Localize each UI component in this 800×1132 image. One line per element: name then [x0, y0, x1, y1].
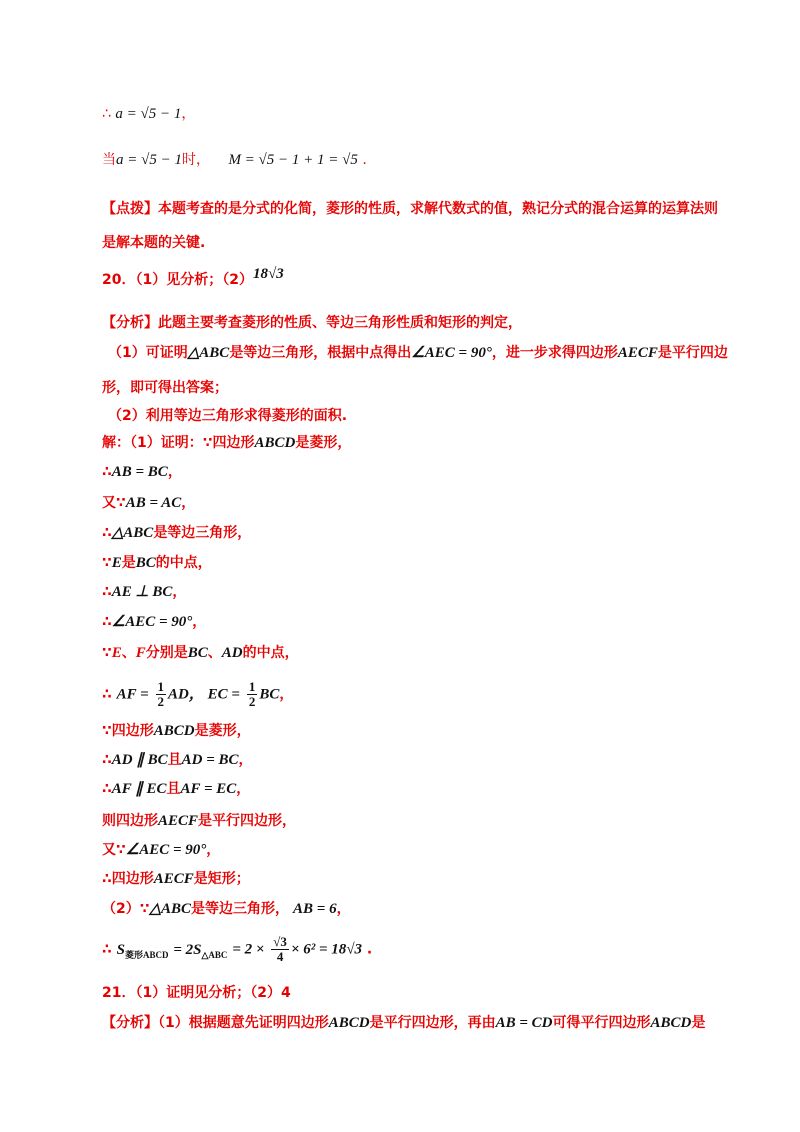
text-line [102, 721, 251, 741]
math-expression: AF ∥ EC [111, 781, 167, 797]
math-expression: BC [135, 555, 156, 571]
text-line [108, 406, 347, 426]
fraction [247, 680, 258, 709]
math-expression: AECF [158, 813, 199, 829]
punctuation: . [366, 941, 373, 958]
math-expression: a = √5 − 1 [115, 106, 182, 122]
math-expression: △ABC [187, 345, 230, 361]
fraction-denominator: 2 [157, 694, 165, 709]
math-expression: ABCD [650, 1015, 692, 1031]
text-line [102, 750, 253, 770]
punctuation: 、 [121, 645, 136, 661]
therefore-symbol: ∴ [102, 106, 111, 122]
text-fragment: 又∵ [102, 495, 126, 511]
math-expression: E [111, 645, 122, 661]
math-expression: AB = BC [111, 464, 168, 480]
text-fragment: ，进一步求得四边形 [491, 345, 618, 361]
therefore-symbol: ∴ [102, 525, 112, 541]
text-fragment: 是等边三角形， [191, 901, 290, 917]
text-fragment: 是 [121, 555, 136, 571]
fraction-numerator: 1 [248, 679, 256, 694]
text-fragment: 当 [102, 152, 116, 168]
therefore-symbol: ∴ [102, 941, 112, 958]
math-expression: AF = [116, 686, 149, 703]
math-expression: E [111, 555, 122, 571]
remark-text: 是解本题的关键. [102, 235, 206, 251]
math-expression: F [135, 645, 146, 661]
math-expression: AB = CD [495, 1015, 553, 1031]
math-expression: ABCD [328, 1015, 370, 1031]
remark-text: 【点拨】本题考查的是分式的化简，菱形的性质，求解代数式的值，熟记分式的混合运算的运算法则 [102, 201, 718, 217]
text-fragment: （1）可证明 [108, 345, 188, 361]
text-line [102, 553, 212, 573]
text-line [102, 462, 182, 482]
math-expression: AF = EC [180, 781, 237, 797]
punctuation: ， [181, 495, 196, 511]
therefore-symbol: ∴ [102, 464, 112, 480]
text-line [102, 1013, 705, 1033]
text-fragment: 是平行四边形， [198, 813, 297, 829]
math-expression: ∠AEC = 90° [125, 842, 207, 858]
punctuation: ， [279, 686, 294, 703]
math-expression: AB = 6 [293, 901, 337, 917]
text-line [108, 343, 728, 363]
text-fragment: ∵四边形 [102, 723, 154, 739]
text-fragment: 的中点， [242, 645, 299, 661]
math-expression: ABCD [153, 723, 195, 739]
fraction-numerator: 1 [157, 679, 165, 694]
analysis-text: 【分析】此题主要考查菱形的性质、等边三角形性质和矩形的判定， [102, 315, 522, 331]
text-line [102, 313, 522, 333]
fraction-denominator: 2 [248, 694, 256, 709]
math-expression: AECF [153, 871, 194, 887]
punctuation: ， [206, 842, 221, 858]
text-fragment: 且 [167, 752, 182, 768]
therefore-symbol: ∴ [102, 752, 112, 768]
punctuation: ， [336, 901, 351, 917]
fraction-denominator: 4 [276, 949, 284, 964]
math-expression: AD = BC [181, 752, 239, 768]
analysis-text: 【分析】（1）根据题意先证明四边形 [102, 1015, 329, 1031]
math-expression: AB = AC [125, 495, 182, 511]
text-line [102, 869, 250, 889]
text-line [102, 935, 372, 965]
text-fragment: ∴四边形 [102, 871, 154, 887]
text-fragment: （2）∵ [102, 901, 150, 917]
area-symbol: S [116, 941, 125, 958]
text-fragment: 是菱形， [194, 723, 251, 739]
text-line [102, 811, 296, 831]
math-expression: 18√3 [252, 266, 284, 282]
text-line [102, 150, 367, 170]
text-line [102, 233, 205, 253]
fraction [271, 935, 289, 964]
because-symbol: ∵ [102, 645, 112, 661]
text-fragment: 可得平行四边形 [552, 1015, 651, 1031]
text-fragment: 分别是 [145, 645, 188, 661]
text-line [102, 523, 251, 543]
text-fragment: 是 [691, 1015, 706, 1031]
math-expression: BC [187, 645, 208, 661]
text-fragment: 是平行四边形，再由 [369, 1015, 496, 1031]
text-fragment: 是等边三角形，根据中点得出 [229, 345, 412, 361]
text-line [102, 983, 291, 1003]
punctuation: ， [236, 781, 251, 797]
math-expression: AE ⊥ BC [111, 584, 173, 600]
text-fragment: 是等边三角形， [153, 525, 252, 541]
fraction-numerator: √3 [273, 934, 287, 949]
fraction [156, 680, 167, 709]
area-subscript: △ABC [201, 949, 228, 960]
math-expression: a = √5 − 1 [116, 152, 182, 168]
because-symbol: ∵ [102, 555, 112, 571]
math-expression: AD， EC = [168, 686, 240, 703]
text-fragment: 是菱形， [295, 435, 352, 451]
answer-header: 21．（1）证明见分析；（2）4 [102, 985, 291, 1001]
text-line [102, 840, 220, 860]
therefore-symbol: ∴ [102, 686, 112, 703]
text-fragment: 则四边形 [102, 813, 158, 829]
punctuation: ， [192, 614, 207, 630]
math-expression: AD ∥ BC [111, 752, 168, 768]
text-fragment: 时， [181, 152, 210, 168]
therefore-symbol: ∴ [102, 584, 112, 600]
text-line [102, 643, 299, 663]
text-line [102, 582, 186, 602]
text-line [102, 680, 293, 709]
text-line [102, 433, 351, 453]
text-fragment: 形，即可得出答案； [102, 380, 228, 396]
math-expression: △ABC [111, 525, 154, 541]
punctuation: 、 [207, 645, 222, 661]
text-fragment: 又∵ [102, 842, 126, 858]
text-fragment: 且 [166, 781, 181, 797]
math-expression: = 2 × [232, 941, 265, 958]
math-expression: AD [221, 645, 243, 661]
therefore-symbol: ∴ [102, 781, 112, 797]
text-line [102, 199, 718, 219]
math-expression: ∠AEC = 90° [411, 345, 492, 361]
text-fragment: 解：（1）证明：∵四边形 [102, 435, 255, 451]
text-line [102, 104, 195, 124]
math-expression: AECF [617, 345, 658, 361]
math-fragment: = 2S [173, 941, 202, 958]
area-subscript: 菱形ABCD [124, 949, 169, 960]
text-line [102, 493, 195, 513]
text-line [102, 266, 284, 290]
text-fragment: 是平行四边 [657, 345, 728, 361]
punctuation: ， [238, 752, 253, 768]
punctuation: ， [172, 584, 187, 600]
math-expression: △ABC [149, 901, 192, 917]
math-expression: × 6² = 18√3 [290, 941, 363, 958]
text-line [102, 378, 228, 398]
text-line [102, 899, 351, 919]
text-line [102, 612, 206, 632]
text-line [102, 779, 250, 799]
math-expression: ABCD [254, 435, 296, 451]
punctuation: ， [167, 464, 182, 480]
text-fragment: 是矩形； [193, 871, 250, 887]
math-expression [173, 942, 227, 958]
text-fragment: 的中点， [155, 555, 212, 571]
punctuation: ， [181, 106, 196, 122]
text-fragment: （2）利用等边三角形求得菱形的面积. [108, 408, 348, 424]
answer-header: 20．（1）见分析；（2） [102, 272, 253, 288]
math-expression: BC [259, 686, 280, 703]
math-expression: M = √5 − 1 + 1 = √5 [228, 152, 358, 168]
punctuation: . [362, 152, 367, 168]
math-expression: ∠AEC = 90° [111, 614, 193, 630]
therefore-symbol: ∴ [102, 614, 112, 630]
math-expression [117, 942, 169, 958]
